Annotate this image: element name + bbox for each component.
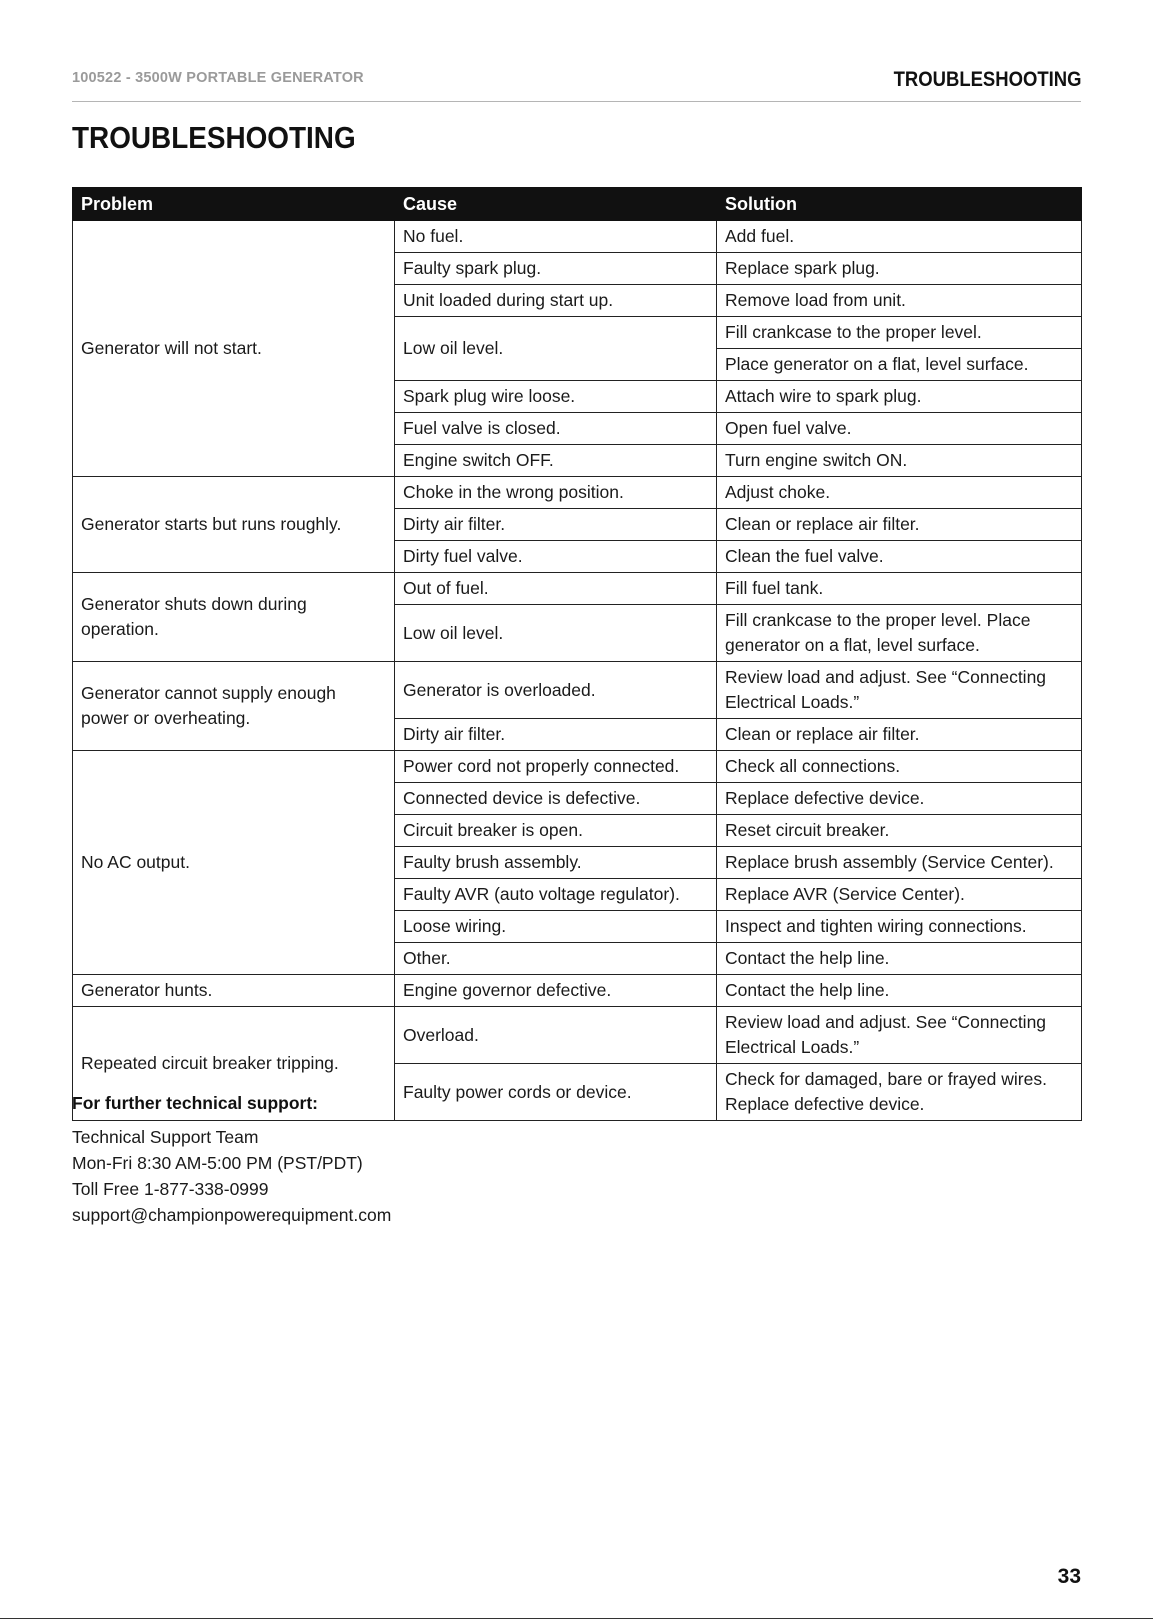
solution-cell: Review load and adjust. See “Connecting Electrical Loads.”	[717, 1007, 1082, 1064]
solution-cell: Review load and adjust. See “Connecting Electrical Loads.”	[717, 662, 1082, 719]
solution-cell: Replace defective device.	[717, 783, 1082, 815]
support-team: Technical Support Team	[72, 1127, 259, 1147]
cause-cell: Spark plug wire loose.	[395, 381, 717, 413]
cause-cell: Circuit breaker is open.	[395, 815, 717, 847]
cause-cell: Engine switch OFF.	[395, 445, 717, 477]
support-section	[72, 1090, 391, 1228]
cause-cell: Low oil level.	[395, 317, 717, 381]
page-number: 33	[1057, 1565, 1081, 1588]
solution-cell: Clean or replace air filter.	[717, 719, 1082, 751]
solution-cell: Clean the fuel valve.	[717, 541, 1082, 573]
cause-cell: Faulty spark plug.	[395, 253, 717, 285]
cause-cell: Faulty AVR (auto voltage regulator).	[395, 879, 717, 911]
column-header-problem: Problem	[73, 188, 395, 221]
support-phone: Toll Free 1-877-338-0999	[72, 1179, 269, 1199]
table-row	[73, 1007, 1082, 1064]
cause-cell: Other.	[395, 943, 717, 975]
solution-cell: Add fuel.	[717, 221, 1082, 253]
solution-cell: Adjust choke.	[717, 477, 1082, 509]
solution-cell: Fill fuel tank.	[717, 573, 1082, 605]
column-header-solution: Solution	[717, 188, 1082, 221]
support-hours: Mon-Fri 8:30 AM-5:00 PM (PST/PDT)	[72, 1153, 363, 1173]
solution-cell: Fill crankcase to the proper level. Place generator on a flat, level surface.	[717, 605, 1082, 662]
cause-cell: Engine governor defective.	[395, 975, 717, 1007]
column-header-cause: Cause	[395, 188, 717, 221]
solution-cell: Reset circuit breaker.	[717, 815, 1082, 847]
solution-cell: Check all connections.	[717, 751, 1082, 783]
table-row	[73, 221, 1082, 253]
table-body	[73, 221, 1082, 1121]
solution-cell: Place generator on a flat, level surface.	[717, 349, 1082, 381]
solution-cell: Replace AVR (Service Center).	[717, 879, 1082, 911]
table-row	[73, 662, 1082, 719]
cause-cell: Faulty power cords or device.	[395, 1064, 717, 1121]
support-title: For further technical support:	[72, 1093, 318, 1113]
section-header: TROUBLESHOOTING	[893, 68, 1081, 91]
header-divider	[72, 101, 1081, 102]
problem-cell: Generator shuts down during operation.	[73, 573, 395, 662]
cause-cell: Dirty fuel valve.	[395, 541, 717, 573]
table-row	[73, 751, 1082, 783]
cause-cell: Connected device is defective.	[395, 783, 717, 815]
solution-cell: Open fuel valve.	[717, 413, 1082, 445]
solution-cell: Attach wire to spark plug.	[717, 381, 1082, 413]
table-row	[73, 975, 1082, 1007]
problem-cell: Generator hunts.	[73, 975, 395, 1007]
cause-cell: Generator is overloaded.	[395, 662, 717, 719]
bottom-divider	[0, 1618, 1153, 1619]
cause-cell: Unit loaded during start up.	[395, 285, 717, 317]
solution-cell: Inspect and tighten wiring connections.	[717, 911, 1082, 943]
cause-cell: No fuel.	[395, 221, 717, 253]
cause-cell: Choke in the wrong position.	[395, 477, 717, 509]
solution-cell: Contact the help line.	[717, 943, 1082, 975]
cause-cell: Dirty air filter.	[395, 719, 717, 751]
solution-cell: Replace spark plug.	[717, 253, 1082, 285]
solution-cell: Check for damaged, bare or frayed wires. Replace defective device.	[717, 1064, 1082, 1121]
solution-cell: Replace brush assembly (Service Center).	[717, 847, 1082, 879]
cause-cell: Loose wiring.	[395, 911, 717, 943]
cause-cell: Faulty brush assembly.	[395, 847, 717, 879]
cause-cell: Power cord not properly connected.	[395, 751, 717, 783]
problem-cell: No AC output.	[73, 751, 395, 975]
problem-cell: Repeated circuit breaker tripping.	[73, 1007, 395, 1121]
solution-cell: Remove load from unit.	[717, 285, 1082, 317]
solution-cell: Contact the help line.	[717, 975, 1082, 1007]
problem-cell: Generator starts but runs roughly.	[73, 477, 395, 573]
solution-cell: Fill crankcase to the proper level.	[717, 317, 1082, 349]
table-row	[73, 477, 1082, 509]
table-header-row	[73, 188, 1082, 221]
cause-cell: Dirty air filter.	[395, 509, 717, 541]
cause-cell: Low oil level.	[395, 605, 717, 662]
page-title: TROUBLESHOOTING	[72, 120, 356, 155]
problem-cell: Generator cannot supply enough power or overheating.	[73, 662, 395, 751]
problem-cell: Generator will not start.	[73, 221, 395, 477]
support-email: support@championpowerequipment.com	[72, 1205, 392, 1225]
solution-cell: Clean or replace air filter.	[717, 509, 1082, 541]
cause-cell: Out of fuel.	[395, 573, 717, 605]
cause-cell: Overload.	[395, 1007, 717, 1064]
solution-cell: Turn engine switch ON.	[717, 445, 1082, 477]
cause-cell: Fuel valve is closed.	[395, 413, 717, 445]
troubleshooting-table	[72, 187, 1082, 1121]
table-row	[73, 573, 1082, 605]
document-product-header: 100522 - 3500W PORTABLE GENERATOR	[72, 70, 364, 86]
